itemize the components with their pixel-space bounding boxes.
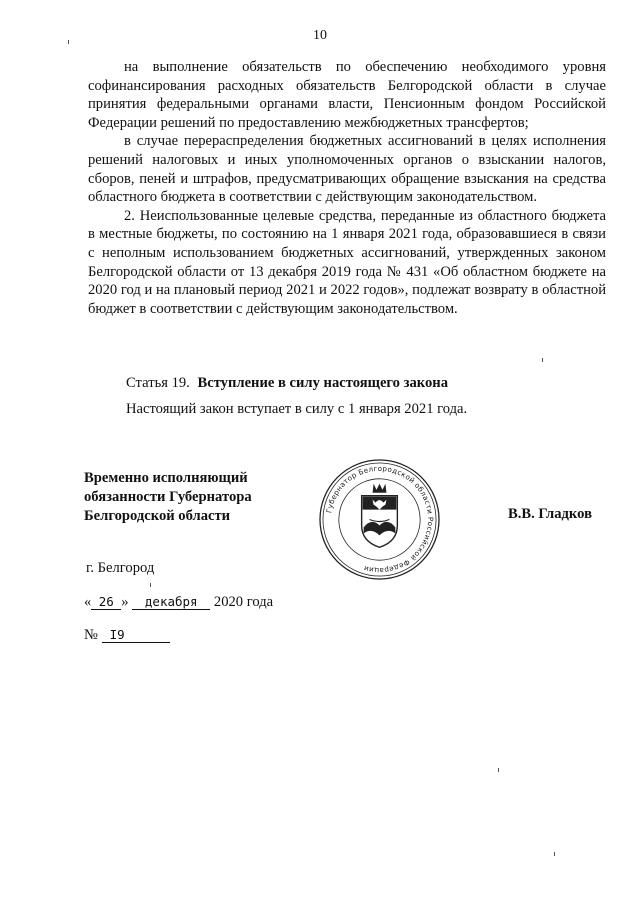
number-sign: № xyxy=(84,627,98,643)
scan-speck xyxy=(68,40,69,44)
seal-text: Губернатор Белгородской области Российской Федерации xyxy=(324,463,436,576)
article-text: Настоящий закон вступает в силу с 1 января 2021 года. xyxy=(126,401,468,417)
body-text xyxy=(88,58,606,318)
city: г. Белгород xyxy=(86,560,155,576)
signer-line-1: Временно исполняющий xyxy=(84,470,248,486)
article-heading xyxy=(126,375,448,392)
date-day: 26 xyxy=(91,594,121,610)
number-value: I9 xyxy=(102,627,170,643)
document-number xyxy=(84,627,170,644)
signer-name: В.В. Гладков xyxy=(508,506,592,522)
page-number: 10 xyxy=(313,28,327,43)
coat-of-arms-icon xyxy=(362,484,398,547)
svg-text:Губернатор Белгородской област xyxy=(324,464,435,575)
signer-line-3: Белгородской области xyxy=(84,508,231,524)
date-year: 2020 года xyxy=(213,594,274,610)
paragraph-1: на выполнение обязательств по обеспечению необходимого уровня софинансирования расходных обязательств Белгородской области в случае принятия федеральными органами власти, Пенсионным фондом Российской Федерации решений по предоставлению межбюджетных трансфертов; xyxy=(88,59,606,131)
date-month: декабря xyxy=(132,594,210,610)
paragraph-2: в случае перераспределения бюджетных ассигнований в целях исполнения решений налоговых и иных уполномоченных органов о взыскании налогов, сборов, пеней и штрафов, предусматривающих обращение взыскания на средства областного бюджета в соответствии с действующим законодательством. xyxy=(88,133,606,206)
scan-speck xyxy=(498,768,499,772)
signing-date xyxy=(84,594,273,611)
official-seal xyxy=(318,458,441,581)
scan-speck xyxy=(150,583,151,587)
date-open-quote: « xyxy=(84,594,92,610)
paragraph-3: 2. Неиспользованные целевые средства, переданные из областного бюджета в местные бюджеты, по состоянию на 1 января 2021 года, образовавшиеся в связи с неполным использованием бюджетных ассигнований, утвержденных законом Белгородской области от 13 декабря 2019 года № 431 «Об областном бюджете на 2020 год и на плановый период 2021 и 2022 годов», подлежат возврату в областной бюджет в соответствии с действующим законодательством. xyxy=(88,207,606,317)
date-close-quote: » xyxy=(121,594,129,610)
scan-speck xyxy=(554,852,555,856)
article-title: Вступление в силу настоящего закона xyxy=(197,375,449,391)
signer-block xyxy=(84,469,252,526)
scan-speck xyxy=(542,358,543,362)
signer-line-2: обязанности Губернатора xyxy=(84,489,252,505)
article-number: Статья 19. xyxy=(126,375,190,391)
